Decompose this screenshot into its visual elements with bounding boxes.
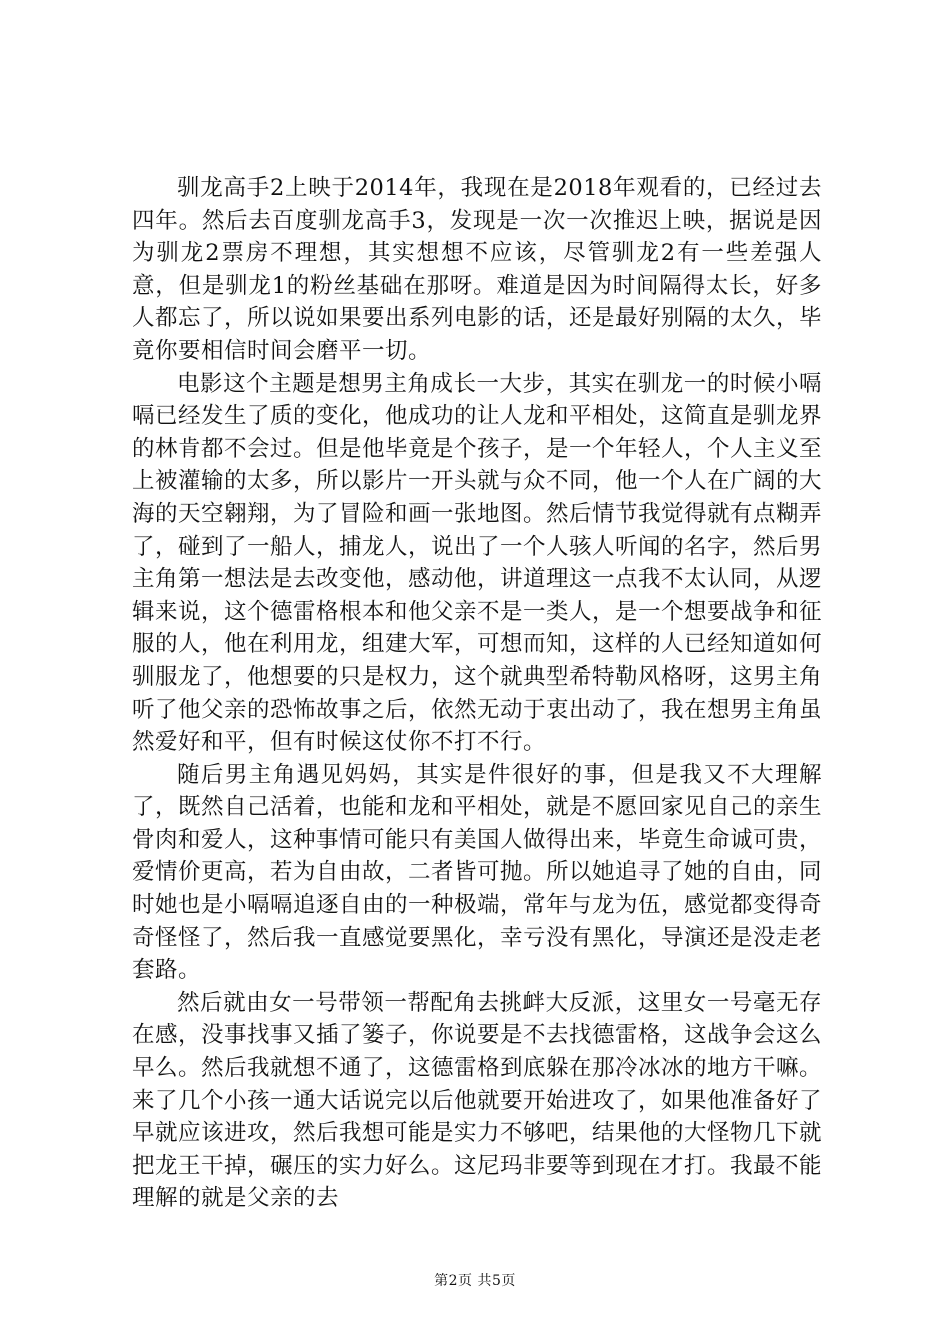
paragraph-3: 随后男主角遇见妈妈，其实是件很好的事，但是我又不大理解了，既然自己活着，也能和龙和平相处，就是不愿回家见自己的亲生骨肉和爱人，这种事情可能只有美国人做得出来，毕竟生命诚可贵，爱情价更高，若为自由故，二者皆可抛。所以她追寻了她的自由，同时她也是小嗝嗝追逐自由的一种极端，常年与龙为伍，感觉都变得奇奇怪怪了，然后我一直感觉要黑化，幸亏没有黑化，导演还是没走老套路。 (132, 761, 823, 984)
document-body (132, 172, 822, 1215)
paragraph-4: 然后就由女一号带领一帮配角去挑衅大反派，这里女一号毫无存在感，没事找事又插了篓子，你说要是不去找德雷格，这战争会这么早么。然后我就想不通了，这德雷格到底躲在那冷冰冰的地方干嘛。来了几个小孩一通大话说完以后他就要开始进攻了，如果他准备好了早就应该进攻，然后我想可能是实力不够吧，结果他的大怪物几下就把龙王干掉，碾压的实力好么。这尼玛非要等到现在才打。我最不能理解的就是父亲的去 (132, 989, 823, 1212)
page-number-footer: 第2页 共5页 (434, 1273, 516, 1289)
paragraph-1: 驯龙高手2上映于2014年，我现在是2018年观看的，已经过去四年。然后去百度驯龙高手3，发现是一次一次推迟上映，据说是因为驯龙2票房不理想，其实想想不应该，尽管驯龙2有一些差强人意，但是驯龙1的粉丝基础在那呀。难道是因为时间隔得太长，好多人都忘了，所以说如果要出系列电影的话，还是最好别隔的太久，毕竟你要相信时间会磨平一切。 (132, 175, 823, 364)
paragraph-2: 电影这个主题是想男主角成长一大步，其实在驯龙一的时候小嗝嗝已经发生了质的变化，他成功的让人龙和平相处，这简直是驯龙界的林肯都不会过。但是他毕竟是个孩子，是一个年轻人，个人主义至上被灌输的太多，所以影片一开头就与众不同，他一个人在广阔的大海的天空翱翔，为了冒险和画一张地图。然后情节我觉得就有点糊弄了，碰到了一船人，捕龙人，说出了一个人骇人听闻的名字，然后男主角第一想法是去改变他，感动他，讲道理这一点我不太认同，从逻辑来说，这个德雷格根本和他父亲不是一类人，是一个想要战争和征服的人，他在利用龙，组建大军，可想而知，这样的人已经知道如何驯服龙了，他想要的只是权力，这个就典型希特勒风格呀，这男主角听了他父亲的恐怖故事之后，依然无动于衷出动了，我在想男主角虽然爱好和平，但有时候这仗你不打不行。 (132, 370, 823, 756)
